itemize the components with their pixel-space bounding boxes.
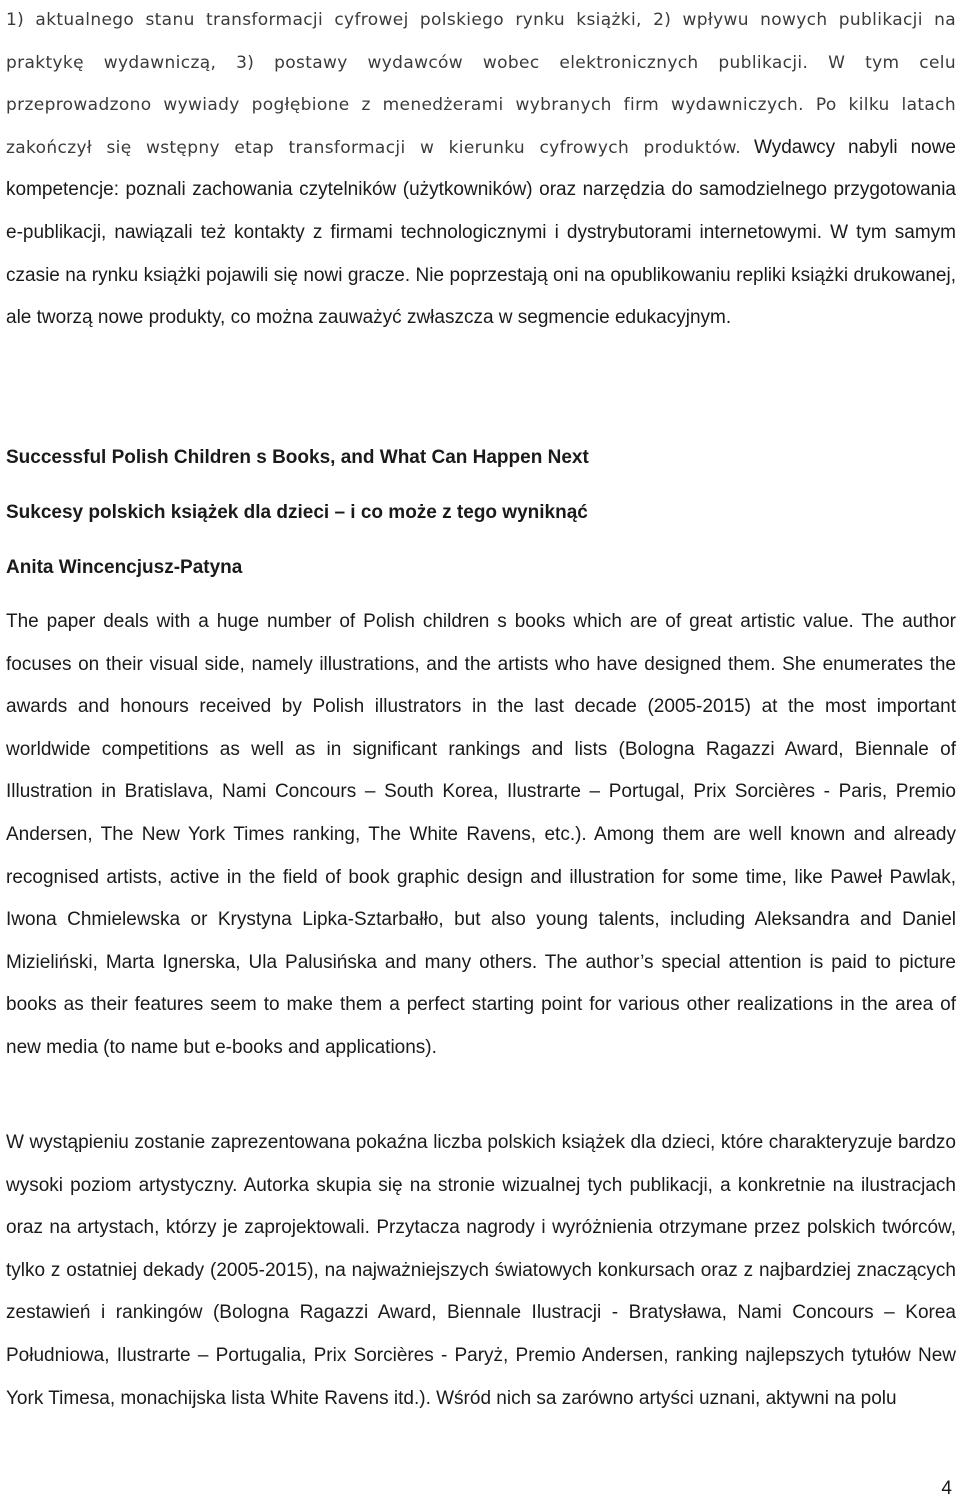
intro-paragraph-part-b: Wydawcy nabyli nowe kompetencje: poznali zachowania czytelników (użytkowników) oraz narzędzia do samodzielnego przygotowania e-publikacji, nawiązali też kontakty z firmami technologicznymi i dystrybutorami internetowymi. W tym samym czasie na rynku książki pojawili się nowi gracze. Nie poprzestają oni na opublikowaniu repliki książki drukowanej, ale tworzą nowe produkty, co można zauważyć zwłaszcza w segmencie edukacyjnym. — [6, 136, 956, 329]
page-number: 4 — [941, 1478, 952, 1499]
intro-paragraph — [6, 0, 956, 340]
title-english: Successful Polish Children s Books, and What Can Happen Next — [6, 447, 589, 468]
abstract-polish: W wystąpieniu zostanie zaprezentowana pokaźna liczba polskich książek dla dzieci, które charakteryzuje bardzo wysoki poziom artystyczny. Autorka skupia się na stronie wizualnej tych publikacji, a konkretnie na ilustracjach oraz na artystach, którzy je zaprojektowali. Przytacza nagrody i wyróżnienia otrzymane przez polskich twórców, tylko z ostatniej dekady (2005-2015), na najważniejszych światowych konkursach oraz z najbardziej znaczących zestawień i rankingów (Bologna Ragazzi Award, Biennale Ilustracji - Bratysława, Nami Concours – Korea Południowa, Ilustrarte – Portugalia, Prix Sorcières - Paryż, Premio Andersen, ranking najlepszych tytułów New York Timesa, monachijska lista White Ravens itd.). Wśród nich sa zarówno artyści uznani, aktywni na polu — [6, 1132, 956, 1409]
abstract-english: The paper deals with a huge number of Polish children s books which are of great artistic value. The author focuses on their visual side, namely illustrations, and the artists who have designed them. She enumerates the awards and honours received by Polish illustrators in the last decade (2005-2015) at the most important worldwide competitions as well as in significant rankings and lists (Bologna Ragazzi Award, Biennale of Illustration in Bratislava, Nami Concours – South Korea, Ilustrarte – Portugal, Prix Sorcières - Paris, Premio Andersen, The New York Times ranking, The White Ravens, etc.). Among them are well known and already recognised artists, active in the field of book graphic design and illustration for some time, like Paweł Pawlak, Iwona Chmielewska or Krystyna Lipka-Sztarbałło, but also young talents, including Aleksandra and Daniel Mizieliński, Marta Ignerska, Ula Palusińska and many others. The author’s special attention is paid to picture books as their features seem to make them a perfect starting point for various other realizations in the area of new media (to name but e-books and applications). — [6, 611, 956, 1058]
intro-paragraph-part-a: 1) aktualnego stanu transformacji cyfrowej polskiego rynku książki, 2) wpływu nowych publikacji na praktykę wydawniczą, 3) postawy wydawców wobec elektronicznych publikacji. W tym celu przeprowadzono wywiady pogłębione z menedżerami wybranych firm wydawniczych. Po kilku latach zakończył się wstępny etap transformacji w kierunku cyfrowych produktów. — [6, 10, 956, 158]
title-polish: Sukcesy polskich książek dla dzieci – i co może z tego wyniknąć — [6, 502, 588, 523]
author-name: Anita Wincencjusz-Patyna — [6, 557, 243, 578]
